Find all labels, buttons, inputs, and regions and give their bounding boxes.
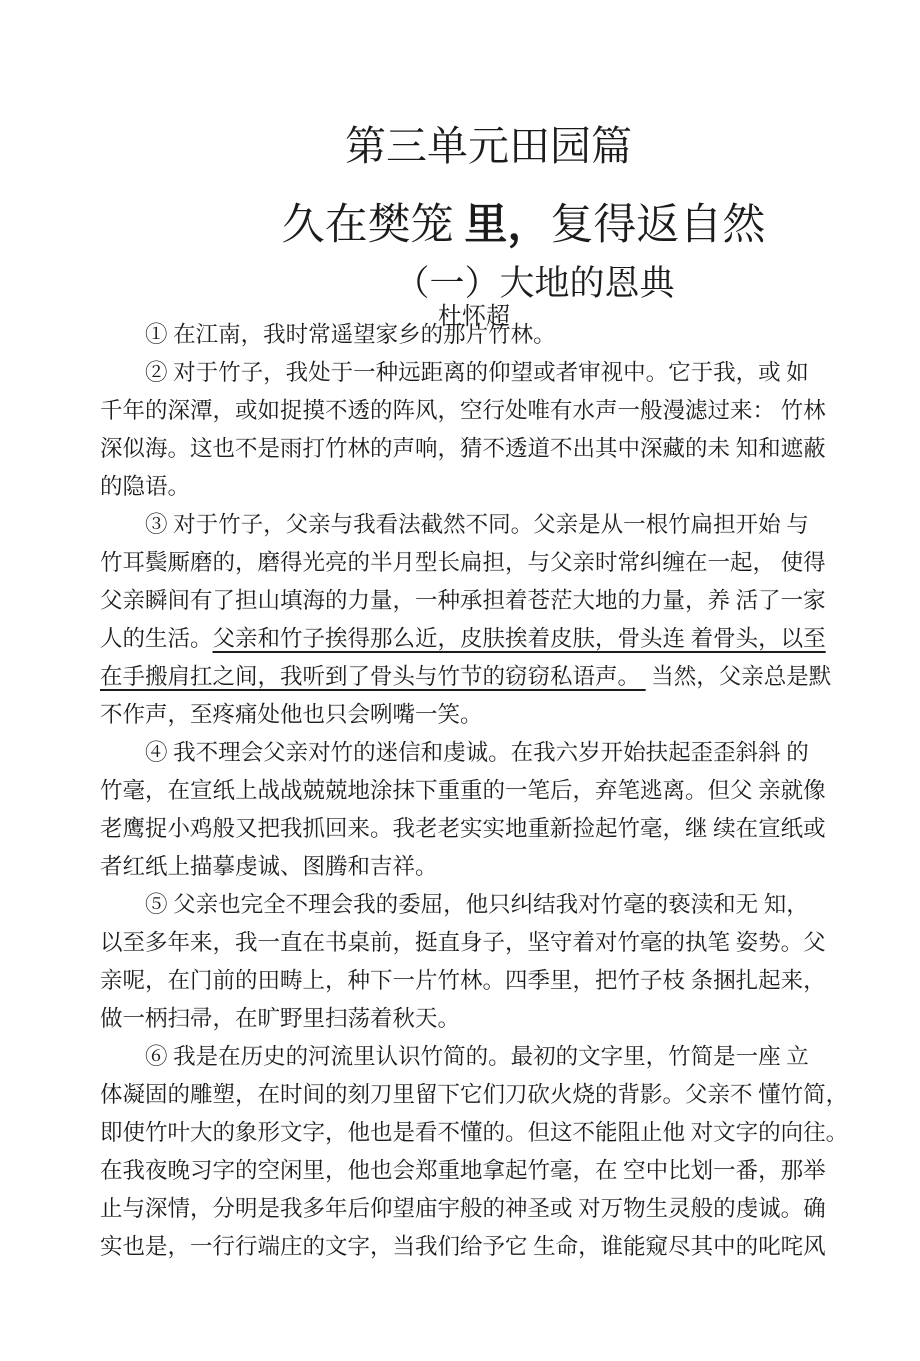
text-line [100, 924, 860, 962]
text-line [100, 810, 860, 848]
text-segment: 老鹰捉小鸡般又把我抓回来。我老老实实地重新捡起竹毫，继 续在宣纸或 [100, 816, 826, 841]
text-segment: 不作声，至疼痛处他也只会咧嘴一笑。 [100, 702, 483, 727]
text-line [100, 1076, 860, 1114]
text-line [100, 658, 860, 696]
text-segment: ⑤ 父亲也完全不理会我的委屈，他只纠结我对竹毫的亵渎和无 知， [145, 892, 809, 917]
paragraph [100, 886, 860, 1038]
paragraph [100, 354, 860, 506]
text-line [100, 544, 860, 582]
text-line [100, 1228, 860, 1266]
text-line [100, 1038, 860, 1076]
text-line [100, 582, 860, 620]
text-segment: 父亲瞬间有了担山填海的力量，一种承担着苍茫大地的力量，养 活了一家 [100, 588, 826, 613]
text-segment: 体凝固的雕塑，在时间的刻刀里留下它们刀砍火烧的背影。父亲不 懂竹简， [100, 1082, 849, 1107]
text-line [100, 696, 860, 734]
text-line [100, 354, 860, 392]
text-segment: 竹耳鬓厮磨的，磨得光亮的半月型长扁担，与父亲时常纠缠在一起， 使得 [100, 550, 826, 575]
poem-segment: 久在樊笼 [281, 202, 465, 250]
text-segment: 在我夜晚习字的空闲里，他也会郑重地拿起竹毫，在 空中比划一番，那举 [100, 1158, 826, 1183]
paragraph [100, 734, 860, 886]
poem-segment: 复得返自然 [550, 202, 766, 250]
text-segment: ③ 对于竹子，父亲与我看法截然不同。父亲是从一根竹扁担开始 与 [145, 512, 809, 537]
unit-title-text: 第三单元田园篇 [345, 123, 632, 170]
text-segment: ⑥ 我是在历史的河流里认识竹简的。最初的文字里，竹简是一座 立 [145, 1044, 809, 1069]
text-segment: 实也是，一行行端庄的文字，当我们给予它 生命，谁能窥尽其中的叱咤风 [100, 1234, 826, 1259]
text-segment: 千年的深潭，或如捉摸不透的阵风，空行处唯有水声一般漫滤过来： 竹林 [100, 398, 826, 423]
paragraph [100, 506, 860, 734]
article-body [100, 316, 860, 1266]
text-line [100, 1152, 860, 1190]
text-segment: 人的生活。 [100, 626, 213, 651]
text-line [100, 848, 860, 886]
text-segment: 的隐语。 [100, 474, 191, 499]
text-line [100, 506, 860, 544]
text-segment: 者红纸上描摹虔诚、图腾和吉祥。 [100, 854, 438, 879]
text-line [100, 1000, 860, 1038]
text-line [100, 620, 860, 658]
text-line [100, 1114, 860, 1152]
text-segment: 深似海。这也不是雨打竹林的声响，猜不透道不出其中深藏的未 知和遮蔽 [100, 436, 826, 461]
text-segment: ④ 我不理会父亲对竹的迷信和虔诚。在我六岁开始扶起歪歪斜斜 的 [145, 740, 809, 765]
text-segment: 当然，父亲总是默 [645, 664, 832, 689]
paragraph [100, 316, 860, 354]
author-name: 杜怀超 [438, 303, 510, 330]
poem-segment-bold: 里， [464, 201, 551, 250]
text-line [100, 1190, 860, 1228]
underlined-text: 在手搬肩扛之间，我听到了骨头与竹节的窃窃私语声。 [100, 664, 646, 689]
text-line [100, 734, 860, 772]
text-segment: 止与深情，分明是我多年后仰望庙宇般的神圣或 对万物生灵般的虔诚。确 [100, 1196, 826, 1221]
text-segment: 竹毫，在宣纸上战战兢兢地涂抹下重重的一笔后，弃笔逃离。但父 亲就像 [100, 778, 826, 803]
text-line [100, 468, 860, 506]
text-segment: ① 在江南，我时常遥望家乡的那片竹林。 [145, 322, 556, 347]
text-line [100, 772, 860, 810]
text-line [100, 962, 860, 1000]
text-line [100, 392, 860, 430]
text-segment: 做一柄扫帚，在旷野里扫荡着秋天。 [100, 1006, 461, 1031]
text-line [100, 316, 860, 354]
text-segment: 即使竹叶大的象形文字，他也是看不懂的。但这不能阻止他 对文字的向往。 [100, 1120, 849, 1145]
text-segment: 以至多年来，我一直在书桌前，挺直身子，坚守着对竹毫的执笔 姿势。父 [100, 930, 826, 955]
text-segment: 亲呢，在门前的田畴上，种下一片竹林。四季里，把竹子枝 条捆扎起来， [100, 968, 826, 993]
text-segment: ② 对于竹子，我处于一种远距离的仰望或者审视中。它于我，或 如 [145, 360, 809, 385]
section-title-text: （一）大地的恩典 [394, 264, 675, 304]
text-line [100, 886, 860, 924]
paragraph [100, 1038, 860, 1266]
text-line [100, 430, 860, 468]
underlined-text: 父亲和竹子挨得那么近，皮肤挨着皮肤，骨头连 着骨头，以至 [212, 626, 826, 651]
